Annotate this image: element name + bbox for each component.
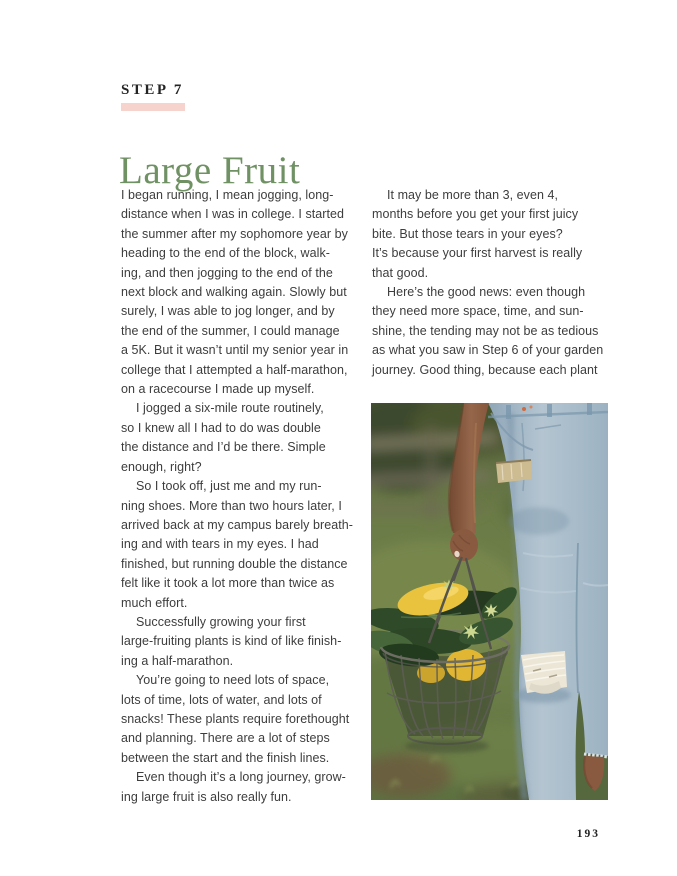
text-line: ning shoes. More than two hours later, I xyxy=(121,498,342,513)
accent-bar xyxy=(121,103,185,111)
paragraph xyxy=(121,671,367,768)
text-line: ing, and then jogging to the end of the xyxy=(121,265,333,280)
text-line: felt like it took a lot more than twice as xyxy=(121,576,335,591)
text-line: ing large fruit is also really fun. xyxy=(121,789,292,804)
text-line: I jogged a six-mile route routinely, xyxy=(136,401,324,416)
text-line: so I knew all I had to do was double xyxy=(121,420,321,435)
text-line: heading to the end of the block, walk- xyxy=(121,246,330,261)
text-line: surely, I was able to jog longer, and by xyxy=(121,304,335,319)
text-line: snacks! These plants require forethought xyxy=(121,711,350,726)
text-line: they need more space, time, and sun- xyxy=(372,304,584,319)
text-line: the summer after my sophomore year by xyxy=(121,226,348,241)
waist-tag xyxy=(522,407,526,411)
text-line: as what you saw in Step 6 of your garden xyxy=(372,343,604,358)
text-line: You’re going to need lots of space, xyxy=(136,673,330,688)
text-line: the end of the summer, I could manage xyxy=(121,323,340,338)
paragraph xyxy=(372,186,612,283)
text-line: much effort. xyxy=(121,595,188,610)
page-title: Large Fruit xyxy=(119,149,301,193)
text-line: and planning. There are a lot of steps xyxy=(121,731,330,746)
text-line: large-fruiting plants is kind of like finish- xyxy=(121,634,342,649)
page-number: 193 xyxy=(576,828,600,840)
paragraph xyxy=(121,477,367,613)
text-line: Even though it’s a long journey, grow- xyxy=(136,770,346,785)
text-line: ing and with tears in my eyes. I had xyxy=(121,537,319,552)
paragraph xyxy=(121,186,367,399)
text-line: shine, the tending may not be as tedious xyxy=(372,323,599,338)
paragraph xyxy=(121,613,367,671)
text-line: arrived back at my campus barely breath- xyxy=(121,517,353,532)
thigh-rip xyxy=(496,460,532,483)
text-line: finished, but running double the distance xyxy=(121,556,348,571)
text-line: on a racecourse I made up myself. xyxy=(121,382,315,397)
left-column xyxy=(121,186,367,807)
text-line: lots of time, lots of water, and lots of xyxy=(121,692,322,707)
text-line: college that I attempted a half-marathon, xyxy=(121,362,348,377)
text-line: Successfully growing your first xyxy=(136,614,306,629)
waist-tag xyxy=(530,406,533,409)
text-line: next block and walking again. Slowly but xyxy=(121,285,347,300)
text-line: months before you get your first juicy xyxy=(372,207,579,222)
text-line: I began running, I mean jogging, long- xyxy=(121,188,334,202)
paragraph xyxy=(121,399,367,477)
text-line: It may be more than 3, even 4, xyxy=(387,188,559,202)
text-line: So I took off, just me and my run- xyxy=(136,479,322,494)
text-line: bite. But those tears in your eyes? xyxy=(372,226,563,241)
text-line: between the start and the finish lines. xyxy=(121,750,330,765)
step-label: STEP 7 xyxy=(121,82,184,98)
paragraph xyxy=(121,768,367,807)
text-line: ing a half-marathon. xyxy=(121,653,234,668)
belt-loop xyxy=(547,404,552,417)
text-line: Here’s the good news: even though xyxy=(387,285,586,300)
text-line: that good. xyxy=(372,265,429,280)
harvest-photo xyxy=(371,403,608,800)
right-column xyxy=(372,186,612,380)
harvest-photo-svg xyxy=(371,403,608,800)
text-line: enough, right? xyxy=(121,459,202,474)
text-line: journey. Good thing, because each plant xyxy=(372,362,598,377)
text-line: a 5K. But it wasn’t until my senior year in xyxy=(121,343,349,358)
paragraph xyxy=(372,283,612,380)
text-line: the distance and I’d be there. Simple xyxy=(121,440,326,455)
text-line: It’s because your first harvest is really xyxy=(372,246,583,261)
text-line: distance when I was in college. I started xyxy=(121,207,345,222)
belt-loop xyxy=(587,403,592,415)
belt-loop xyxy=(506,405,511,419)
fist xyxy=(450,529,478,561)
